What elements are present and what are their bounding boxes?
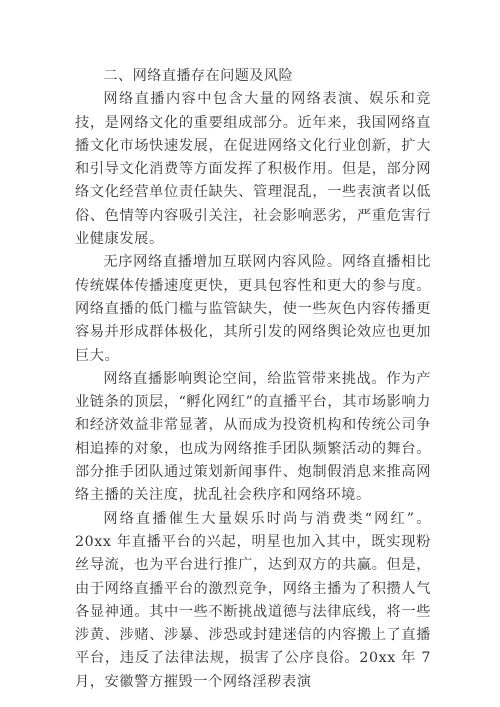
paragraph-3: 网络直播影响舆论空间，给监管带来挑战。作为产业链条的顶层，“孵化网红”的直播平台，其市场影响力和经济效益非常显著，从而成为投资机构和传统公司争相追捧的对象，也成为网络推手团队频繁活动的舞台。部分推手团队通过策划新闻事件、炮制假消息来推高网络主播的关注度，扰乱社会秩序和网络环境。: [75, 370, 431, 504]
paragraph-2: 无序网络直播增加互联网内容风险。网络直播相比传统媒体传播速度更快，更具包容性和更大的参与度。网络直播的低门槛与监管缺失，使一些灰色内容传播更容易并形成群体极化，其所引发的网络舆论效应也更加巨大。: [75, 254, 431, 364]
paragraph-1: 网络直播内容中包含大量的网络表演、娱乐和竞技，是网络文化的重要组成部分。近年来，我国网络直播文化市场快速发展，在促进网络文化行业创新，扩大和引导文化消费等方面发挥了积极作用。但是，部分网络文化经营单位责任缺失、管理混乱，一些表演者以低俗、色情等内容吸引关注，社会影响恶劣，严重危害行业健康发展。: [75, 91, 431, 248]
paragraph-4: 网络直播催生大量娱乐时尚与消费类“网红”。20xx 年直播平台的兴起，明星也加入其中，既实现粉丝导流，也为平台进行推广，达到双方的共赢。但是，由于网络直播平台的激烈竞争，网络主播为了积攒人气各显神通。其中一些不断挑战道德与法律底线，将一些涉黄、涉赌、涉暴、涉恐或封建迷信的内容搬上了直播平台，违反了法律法规，损害了公序良俗。20xx 年 7 月，安徽警方摧毁一个网络淫秽表演: [75, 510, 431, 690]
document-body: [75, 65, 431, 694]
section-heading: 二、网络直播存在问题及风险: [103, 68, 294, 84]
